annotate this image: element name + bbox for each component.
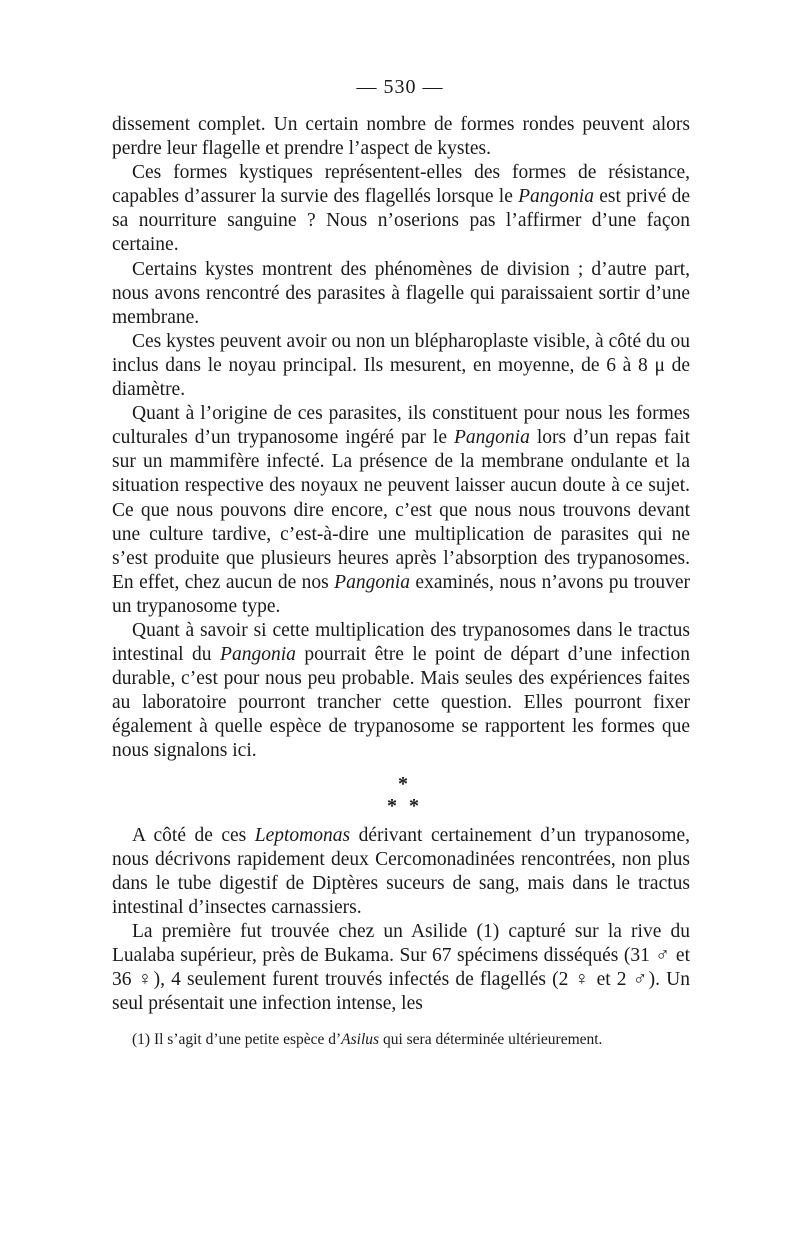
- page-number: — 530 —: [356, 76, 444, 98]
- paragraphs-after-break: [112, 824, 690, 1017]
- asterism-star-right: *: [409, 794, 419, 817]
- italic-term: Pangonia: [454, 427, 530, 449]
- text-run: pourrait être le point de départ d’une infection durable, c’est pour nous peu probable. Mais seules des expériences faites au laboratoire pourront trancher cette question. Elles pourront fixer également à quelle espèce de trypanosome se rapportent les formes que nous signalons ici.: [112, 644, 690, 762]
- text-run: Quant à savoir si cette multiplication des trypanosomes dans le tractus intestinal du: [112, 619, 690, 666]
- asterism-star-left: *: [387, 794, 397, 817]
- paragraph: [112, 161, 690, 257]
- text-run: dérivant certainement d’un trypanosome, nous décrivons rapidement deux Cercomonadinées rencontrées, non plus dans le tube digestif de Diptères suceurs de sang, mais dans le tractus intestinal d’insectes carnassiers.: [112, 824, 690, 918]
- italic-term: Asilus: [341, 1031, 380, 1048]
- italic-term: Pangonia: [518, 186, 594, 208]
- text-run: A côté de ces: [132, 824, 255, 846]
- text-run: dissement complet. Un certain nombre de formes rondes peuvent alors perdre leur flagelle et prendre l’aspect de kystes.: [112, 114, 690, 160]
- paragraph: [112, 619, 690, 764]
- text-run: Certains kystes montrent des phénomènes de division ; d’autre part, nous avons rencontré des parasites à flagelle qui paraissaient sortir d’une membrane.: [112, 258, 690, 328]
- asterism-star-top: *: [398, 772, 408, 795]
- paragraphs-before-break: [112, 113, 690, 764]
- text-run: examinés, nous n’avons pu trouver un trypanosome type.: [112, 571, 690, 617]
- text-run: Quant à l’origine de ces parasites, ils constituent pour nous les formes culturales d’un trypanosome ingéré par le: [112, 403, 690, 449]
- footnote: [112, 1030, 690, 1050]
- paragraph: [112, 402, 690, 619]
- text-run: qui sera déterminée ultérieurement.: [379, 1031, 603, 1048]
- text-run: est privé de sa nourriture sanguine ? Nous n’oserions pas l’affirmer d’une façon certaine.: [112, 186, 690, 256]
- text-run: La première fut trouvée chez un Asilide (1) capturé sur la rive du Lualaba supérieur, près de Bukama. Sur 67 spécimens disséqués (31 ♂ et 36 ♀), 4 seulement furent trouvés infectés de flagellés (2 ♀ et 2 ♂). Un seul présentait une infection intense, les: [112, 920, 690, 1015]
- text-run: Ces kystes peuvent avoir ou non un blépharoplaste visible, à côté du ou inclus dans le noyau principal. Ils mesurent, en moyenne, de 6 à 8 μ de diamètre.: [112, 330, 690, 401]
- section-break-asterism: [112, 770, 690, 820]
- italic-term: Pangonia: [334, 571, 411, 593]
- italic-term: Leptomonas: [254, 824, 351, 846]
- paragraph: [112, 920, 690, 1016]
- text-run: (1) Il s’agit d’une petite espèce d’: [132, 1031, 342, 1048]
- text-run: lors d’un repas fait sur un mammifère infecté. La présence de la membrane ondulante et la situation respective des noyaux ne peuvent laisser aucun doute à ce sujet. Ce que nous pouvons dire encore, c’est que nous nous trouvons devant une culture tardive, c’est-à-dire une multiplication de parasites qui ne s’est produite que plusieurs heures après l’absorption des trypanosomes. En effet, chez aucun de nos: [112, 427, 691, 593]
- italic-term: Pangonia: [220, 644, 296, 666]
- body-text: [112, 113, 690, 1016]
- paragraph: [112, 258, 690, 330]
- text-run: Ces formes kystiques représentent-elles des formes de résistance, capables d’assurer la survie des flagellés lorsque le: [112, 162, 690, 208]
- paragraph: [112, 824, 690, 920]
- paragraph: [112, 330, 690, 402]
- paragraph: [112, 113, 690, 161]
